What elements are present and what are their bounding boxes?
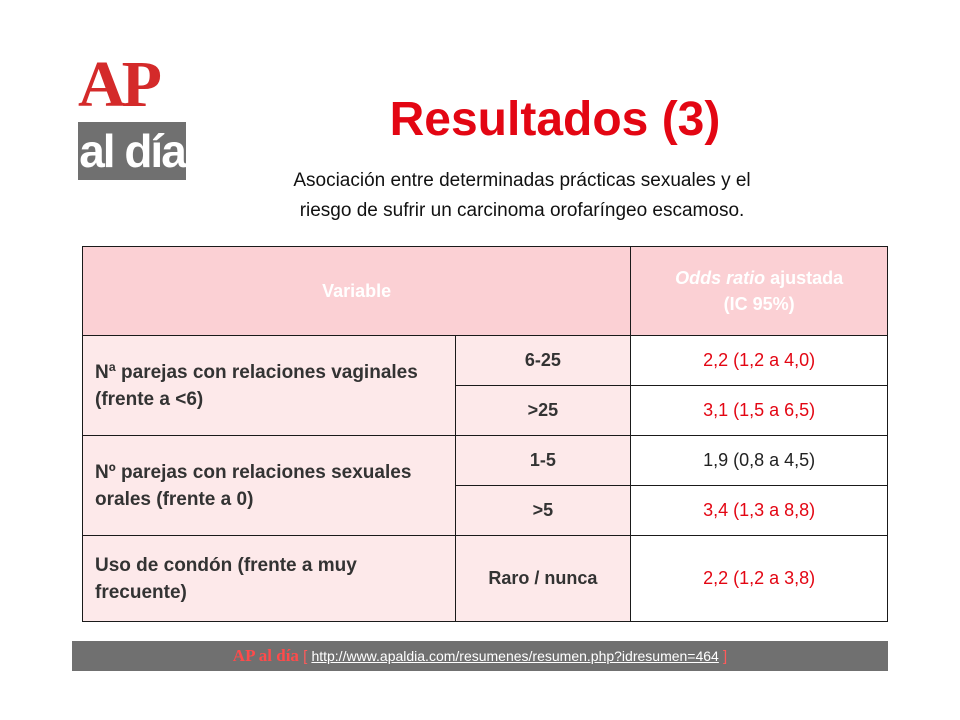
odds-ratio-cell: 3,4 (1,3 a 8,8) xyxy=(631,486,888,536)
level-cell: Raro / nunca xyxy=(455,536,631,622)
footer-bracket-close: ] xyxy=(718,648,728,665)
header-or-rest: ajustada xyxy=(765,268,844,288)
variable-cell: Nº parejas con relaciones sexuales orales (frente a 0) xyxy=(83,436,456,536)
level-cell: >25 xyxy=(455,386,631,436)
level-cell: 6-25 xyxy=(455,336,631,386)
footer-brand: AP al día xyxy=(232,646,299,665)
results-table xyxy=(82,246,888,622)
logo-aldia-box: al día xyxy=(78,122,186,180)
table-row xyxy=(83,336,888,386)
level-cell: 1-5 xyxy=(455,436,631,486)
subtitle-line-1: Asociación entre determinadas prácticas sexuales y el xyxy=(293,170,751,191)
footer-bar xyxy=(72,641,888,671)
variable-cell: Uso de condón (frente a muy frecuente) xyxy=(83,536,456,622)
header-variable: Variable xyxy=(83,247,631,336)
page-title: Resultados (3) xyxy=(389,93,721,146)
odds-ratio-cell: 3,1 (1,5 a 6,5) xyxy=(631,386,888,436)
table-row xyxy=(83,536,888,622)
footer-bracket-open: [ xyxy=(298,648,312,665)
odds-ratio-cell: 2,2 (1,2 a 4,0) xyxy=(631,336,888,386)
header-or-italic: Odds ratio xyxy=(675,268,766,288)
ap-al-dia-logo xyxy=(78,48,186,182)
variable-cell: Nª parejas con relaciones vaginales (frente a <6) xyxy=(83,336,456,436)
table-row xyxy=(83,436,888,486)
level-cell: >5 xyxy=(455,486,631,536)
subtitle-line-2: riesgo de sufrir un carcinoma orofaríngeo escamoso. xyxy=(299,200,745,221)
table-header-row xyxy=(83,247,888,336)
logo-ap-text: AP xyxy=(78,48,158,121)
odds-ratio-cell: 2,2 (1,2 a 3,8) xyxy=(631,536,888,622)
header-or-line2: (IC 95%) xyxy=(723,294,795,314)
subtitle xyxy=(212,166,832,226)
footer-url-link[interactable]: http://www.apaldia.com/resumenes/resumen.php?idresumen=464 xyxy=(311,648,719,664)
odds-ratio-cell: 1,9 (0,8 a 4,5) xyxy=(631,436,888,486)
header-odds-ratio xyxy=(631,247,888,336)
